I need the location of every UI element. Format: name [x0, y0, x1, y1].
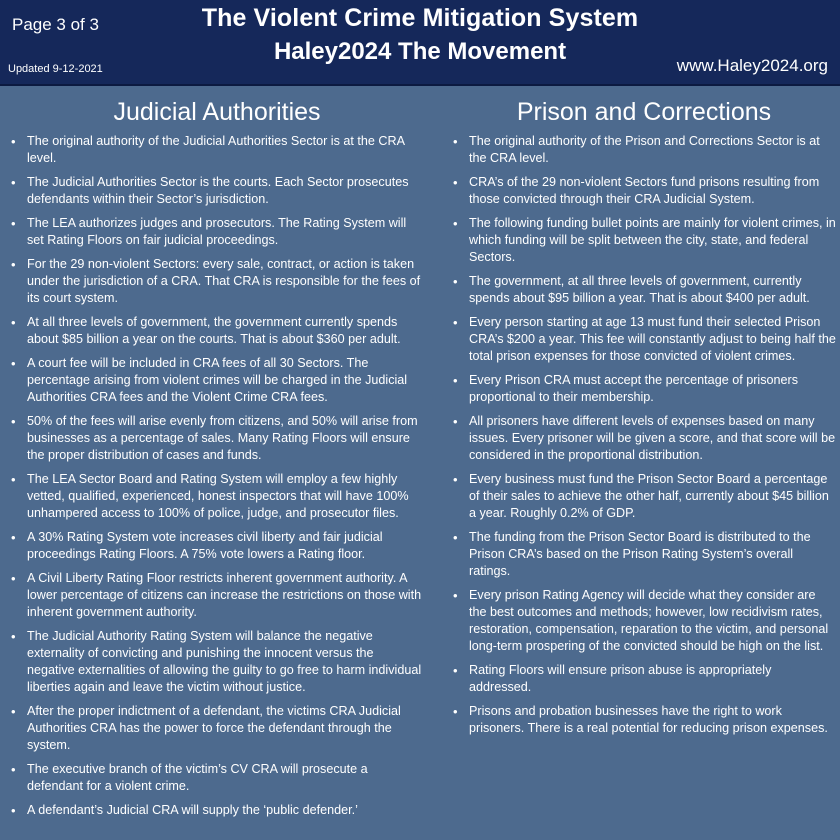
list-item: • Prisons and probation businesses have the right to work prisoners. There is a real potential for reducing prison expenses. [452, 703, 836, 737]
prison-corrections-heading: Prison and Corrections [516, 98, 772, 126]
list-item: • A 30% Rating System vote increases civil liberty and fair judicial proceedings Rating Floors. A 75% vote lowers a Rating floor. [10, 529, 424, 563]
list-item: • The government, at all three levels of government, currently spends about $95 billion a year. That is about $400 per adult. [452, 273, 836, 307]
judicial-authorities-heading: Judicial Authorities [113, 98, 321, 126]
list-item: • The following funding bullet points are mainly for violent crimes, in which funding will be split between the city, state, and federal Sectors. [452, 215, 836, 266]
list-item: • Every person starting at age 13 must fund their selected Prison CRA’s $200 a year. This fee will constantly adjust to being half the total prison expenses for those convicted of violent crimes. [452, 314, 836, 365]
prison-corrections-list [452, 133, 836, 737]
judicial-authorities-list [10, 133, 424, 819]
list-item: • Every business must fund the Prison Sector Board a percentage of their sales to achieve the other half, currently about $45 billion a year. Roughly 0.2% of GDP. [452, 471, 836, 522]
list-item: • The funding from the Prison Sector Board is distributed to the Prison CRA’s based on the Prison Rating System’s overall ratings. [452, 529, 836, 580]
list-item: • The Judicial Authorities Sector is the courts. Each Sector prosecutes defendants within their Sector’s jurisdiction. [10, 174, 424, 208]
page-number: Page 3 of 3 [12, 15, 99, 34]
list-item: • A Civil Liberty Rating Floor restricts inherent government authority. A lower percentage of citizens can increase the restrictions on those with inherent government authority. [10, 570, 424, 621]
list-item: • The original authority of the Judicial Authorities Sector is at the CRA level. [10, 133, 424, 167]
website-link[interactable]: www.Haley2024.org [676, 56, 828, 75]
subtitle: Haley2024 The Movement [273, 38, 567, 65]
list-item: • CRA’s of the 29 non-violent Sectors fund prisons resulting from those convicted through their CRA Judicial System. [452, 174, 836, 208]
list-item: • The LEA Sector Board and Rating System will employ a few highly vetted, qualified, experienced, honest inspectors that will have 100% unhampered access to 100% of police, judge, and prosecutor files. [10, 471, 424, 522]
list-item: • Every prison Rating Agency will decide what they consider are the best outcomes and methods; however, low recidivism rates, restoration, compensation, reparation to the victim, and personal long-term prospering of the convicted should be high on the list. [452, 587, 836, 655]
list-item: • After the proper indictment of a defendant, the victims CRA Judicial Authorities CRA has the power to force the defendant through the system. [10, 703, 424, 754]
list-item: • The Judicial Authority Rating System will balance the negative externality of convicting and punishing the innocent versus the negative externalities of allowing the guilty to go free to harm individual liberties again and leave the victim without justice. [10, 628, 424, 696]
list-item: • The original authority of the Prison and Corrections Sector is at the CRA level. [452, 133, 836, 167]
list-item: • Rating Floors will ensure prison abuse is appropriately addressed. [452, 662, 836, 696]
list-item: • At all three levels of government, the government currently spends about $85 billion a year on the courts. That is about $360 per adult. [10, 314, 424, 348]
list-item: • All prisoners have different levels of expenses based on many issues. Every prisoner will be given a score, and that score will be considered in the proportional distribution. [452, 413, 836, 464]
header-banner [0, 0, 840, 86]
list-item: • A defendant’s Judicial CRA will supply the ‘public defender.’ [10, 802, 424, 819]
judicial-authorities-column [10, 98, 424, 826]
updated-date: Updated 9-12-2021 [8, 63, 103, 75]
list-item: • For the 29 non-violent Sectors: every sale, contract, or action is taken under the jurisdiction of a CRA. That CRA is responsible for the fees of its court system. [10, 256, 424, 307]
prison-corrections-column [452, 98, 836, 744]
list-item: • Every Prison CRA must accept the percentage of prisoners proportional to their membership. [452, 372, 836, 406]
list-item: • A court fee will be included in CRA fees of all 30 Sectors. The percentage arising from violent crimes will be charged in the Judicial Authorities CRA fees and the Violent Crime CRA fees. [10, 355, 424, 406]
list-item: • 50% of the fees will arise evenly from citizens, and 50% will arise from businesses as a percentage of sales. Many Rating Floors will ensure the proper distribution of cases and funds. [10, 413, 424, 464]
list-item: • The executive branch of the victim’s CV CRA will prosecute a defendant for a violent crime. [10, 761, 424, 795]
main-title: The Violent Crime Mitigation System [201, 4, 639, 32]
list-item: • The LEA authorizes judges and prosecutors. The Rating System will set Rating Floors on fair judicial proceedings. [10, 215, 424, 249]
